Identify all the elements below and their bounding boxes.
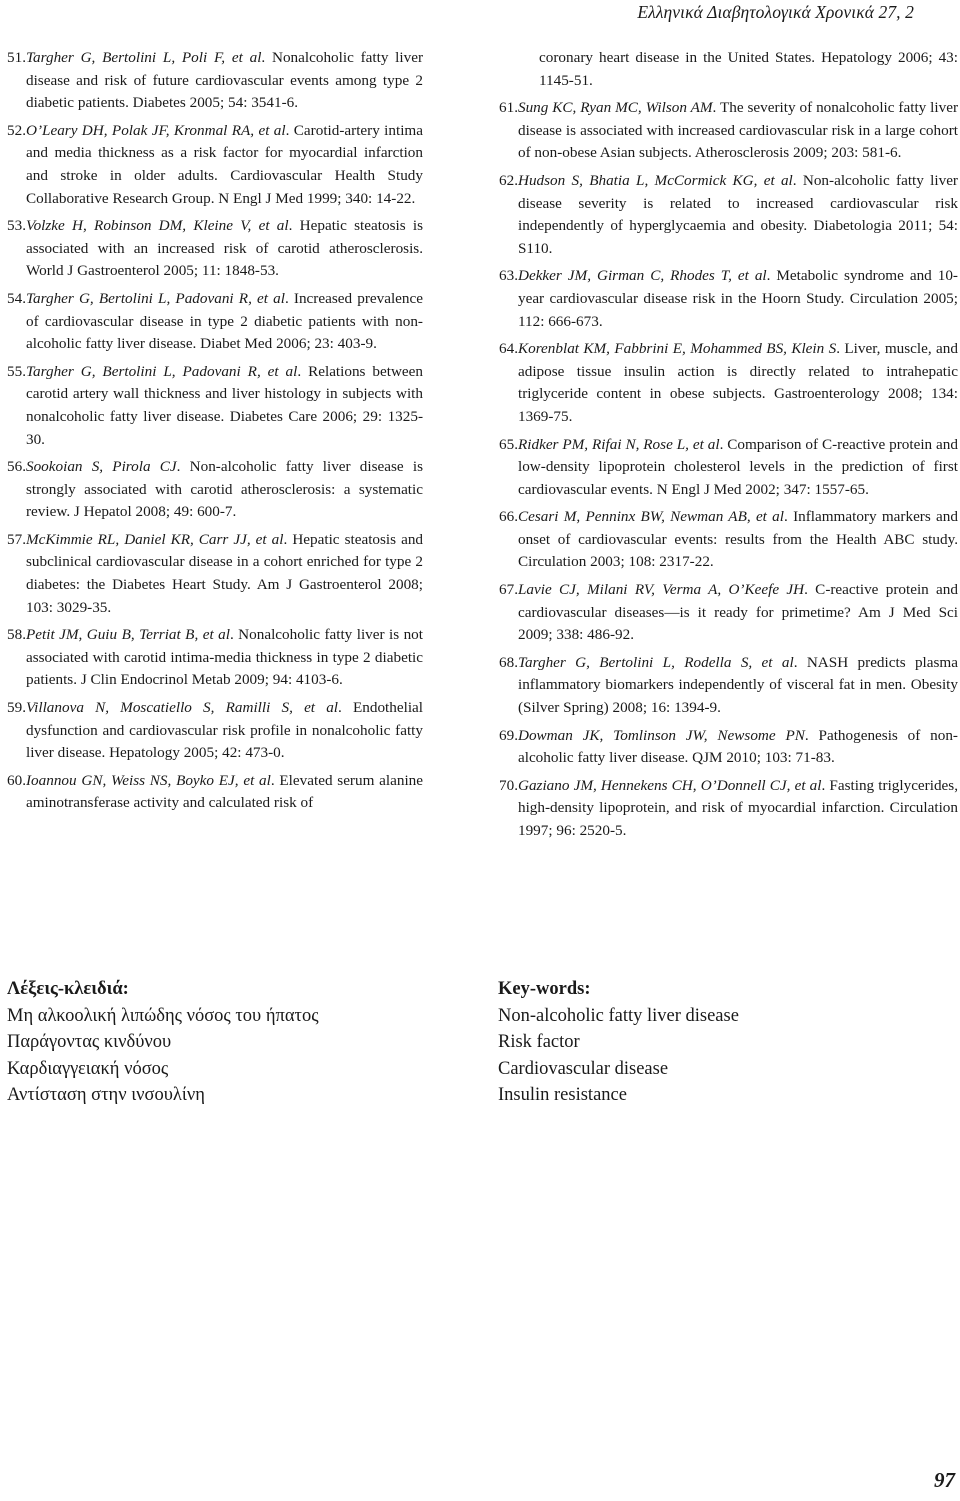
reference-authors: Sookoian S, Pirola CJ [25,458,177,476]
reference-authors: Cesari M, Penninx BW, Newman AB, et al [517,508,784,526]
reference-item [7,47,423,115]
keyword-item: Παράγοντας κινδύνου [7,1032,172,1052]
keyword-item: Insulin resistance [498,1085,627,1105]
reference-number: 51. [7,49,26,66]
reference-number: 61. [499,99,518,117]
reference-number: 59. [7,699,26,717]
reference-text: . Endothelial dysfunction and cardiovascular risk profile in nonalcoholic fatty liver disease. Hepatology 2005; 42: 473-0. [25,699,423,762]
reference-number: 57. [7,530,26,548]
reference-authors: Petit JM, Guiu B, Terriat B, et al [25,626,230,644]
reference-item [499,338,958,428]
reference-authors: McKimmie RL, Daniel KR, Carr JJ, et al [25,530,284,548]
reference-item [499,579,958,647]
reference-item [499,506,958,574]
reference-item [7,529,423,619]
reference-item [499,725,958,770]
reference-authors: Hudson S, Bhatia L, McCormick KG, et al [517,171,793,189]
keyword-item: Non-alcoholic fatty liver disease [498,1005,739,1026]
reference-item [499,265,958,333]
reference-text: . Relations between carotid artery wall thickness and liver histology in subjects with nonalcoholic fatty liver disease. Diabetes Care 2006; 29: 1325-30. [25,362,423,448]
reference-text: . Hepatic steatosis and subclinical cardiovascular disease in a cohort enriched for type 2 diabetes: the Diabetes Heart Study. Am J Gastroenterol 2008; 103: 3029-35. [25,530,424,616]
keyword-item: Αντίσταση στην ινσουλίνη [7,1085,205,1105]
reference-text: . C-reactive protein and cardiovascular diseases—is it ready for primetime? Am J Med Sci 2009; 338: 486-92. [517,581,958,644]
keywords-greek [7,976,319,1109]
reference-number: 63. [499,267,518,285]
reference-authors: Ioannou GN, Weiss NS, Boyko EJ, et al [25,771,271,789]
reference-item [7,120,423,210]
reference-text: . Hepatic steatosis is associated with an increased risk of carotid atherosclerosis. World J Gastroenterol 2005; 11: 1848-53. [25,217,423,280]
reference-item [7,770,423,815]
keywords-english [498,976,739,1109]
reference-item [7,361,423,451]
keyword-item: Καρδιαγγειακή νόσος [7,1058,169,1079]
keyword-item: Risk factor [498,1032,580,1052]
reference-text: . Elevated serum alanine aminotransferase activity and calculated risk of [25,771,424,812]
reference-number: 69. [499,726,518,744]
reference-text: . Pathogenesis of non-alcoholic fatty liver disease. QJM 2010; 103: 71-83. [517,726,958,767]
reference-text: . Liver, muscle, and adipose tissue insulin action is directly related to intrahepatic triglyceride content in obese subjects. Gastroenterology 2008; 134: 1369-75. [517,340,958,425]
reference-text: coronary heart disease in the United States. Hepatology 2006; 43: 1145-51. [539,49,958,89]
reference-item [7,288,423,356]
reference-number: 52. [7,121,26,139]
reference-authors: Targher G, Bertolini L, Padovani R, et al [25,289,285,307]
reference-item [499,97,958,165]
reference-text: . Nonalcoholic fatty liver is not associated with carotid intima-media thickness in type 2 diabetic patients. J Clin Endocrinol Metab 2009; 94: 4103-6. [25,626,423,689]
page-number: 97 [934,1468,955,1492]
reference-authors: Targher G, Bertolini L, Poli F, et al [25,49,262,66]
reference-authors: Lavie CJ, Milani RV, Verma A, O’Keefe JH [517,581,805,599]
reference-text: . Nonalcoholic fatty liver disease and risk of future cardiovascular events among type 2 diabetic patients. Diabetes 2005; 54: 3541-6. [25,49,424,112]
reference-number: 55. [7,362,26,380]
reference-authors: Targher G, Bertolini L, Padovani R, et al [25,362,298,380]
reference-text: . Fasting triglycerides, high-density lipoprotein, and risk of myocardial infarction. Circulation 1997; 96: 2520-5. [517,776,958,839]
reference-item [7,215,423,283]
reference-text: . NASH predicts plasma inflammatory biomarkers independently of visceral fat in men. Obesity (Silver Spring) 2008; 16: 1394-9. [517,653,958,717]
reference-text: . Metabolic syndrome and 10-year cardiovascular disease risk in the Hoorn Study. Circulation 2005; 112: 666-673. [517,267,958,330]
reference-number: 56. [7,458,26,476]
reference-number: 64. [499,340,518,358]
reference-item [499,434,958,502]
reference-text: . Inflammatory markers and onset of cardiovascular events: results from the Health ABC study. Circulation 2003; 108: 2317-22. [517,508,958,571]
reference-authors: Targher G, Bertolini L, Rodella S, et al [517,653,794,671]
reference-item [499,775,958,843]
reference-authors: Ridker PM, Rifai N, Rose L, et al [517,435,720,453]
reference-text: . Non-alcoholic fatty liver disease severity is related to increased cardiovascular risk independently of hyperglycaemia and obesity. Diabetologia 2011; 54: S110. [517,171,958,257]
reference-number: 66. [499,508,518,526]
reference-authors: Dowman JK, Tomlinson JW, Newsome PN [517,726,805,744]
references-left-column [7,47,423,820]
reference-continuation [499,47,958,92]
reference-number: 65. [499,435,518,453]
reference-item [499,652,958,720]
references-right-column [499,47,958,848]
reference-text: . Increased prevalence of cardiovascular disease in type 2 diabetic patients with non-alcoholic fatty liver disease. Diabet Med 2006; 23: 403-9. [25,289,423,353]
keyword-item: Μη αλκοολική λιπώδης νόσος του ήπατος [7,1005,319,1026]
reference-authors: Gaziano JM, Hennekens CH, O’Donnell CJ, et al [517,776,822,794]
reference-text: . Non-alcoholic fatty liver disease is strongly associated with carotid atherosclerosis: a systematic review. J Hepatol 2008; 49: 600-7. [25,458,423,521]
reference-number: 67. [499,581,518,599]
reference-item [499,170,958,260]
reference-authors: Sung KC, Ryan MC, Wilson AM [517,99,713,117]
reference-item [7,697,423,765]
reference-authors: O’Leary DH, Polak JF, Kronmal RA, et al [25,121,286,139]
journal-header: Ελληνικά Διαβητολογικά Χρονικά 27, 2 [637,2,914,22]
reference-number: 62. [499,171,518,189]
reference-number: 53. [7,217,26,235]
reference-item [7,456,423,524]
reference-authors: Korenblat KM, Fabbrini E, Mohammed BS, Klein S [517,340,837,358]
reference-authors: Villanova N, Moscatiello S, Ramilli S, et al [25,699,339,717]
keywords-english-title: Key-words: [498,979,591,999]
reference-text: . Carotid-artery intima and media thickness as a risk factor for myocardial infarction and stroke in older adults. Cardiovascular Health Study Collaborative Research Group. N Engl J Med 1999; 340: 14-22. [25,121,423,207]
reference-authors: Volzke H, Robinson DM, Kleine V, et al [25,217,289,235]
keywords-greek-title: Λέξεις-κλειδιά: [7,979,129,999]
reference-number: 54. [7,289,26,307]
reference-authors: Dekker JM, Girman C, Rhodes T, et al [517,267,767,285]
reference-text: . Comparison of C-reactive protein and low-density lipoprotein cholesterol levels in the prediction of first cardiovascular events. N Engl J Med 2002; 347: 1557-65. [517,435,958,498]
reference-number: 68. [499,653,518,671]
reference-number: 60. [7,771,26,789]
reference-text: . The severity of nonalcoholic fatty liver disease is associated with increased cardiovascular risk in a large cohort of non-obese Asian subjects. Atherosclerosis 2009; 203: 581-6. [517,99,959,162]
reference-number: 70. [499,776,518,794]
reference-item [7,624,423,692]
reference-number: 58. [7,626,26,644]
keyword-item: Cardiovascular disease [498,1058,669,1079]
